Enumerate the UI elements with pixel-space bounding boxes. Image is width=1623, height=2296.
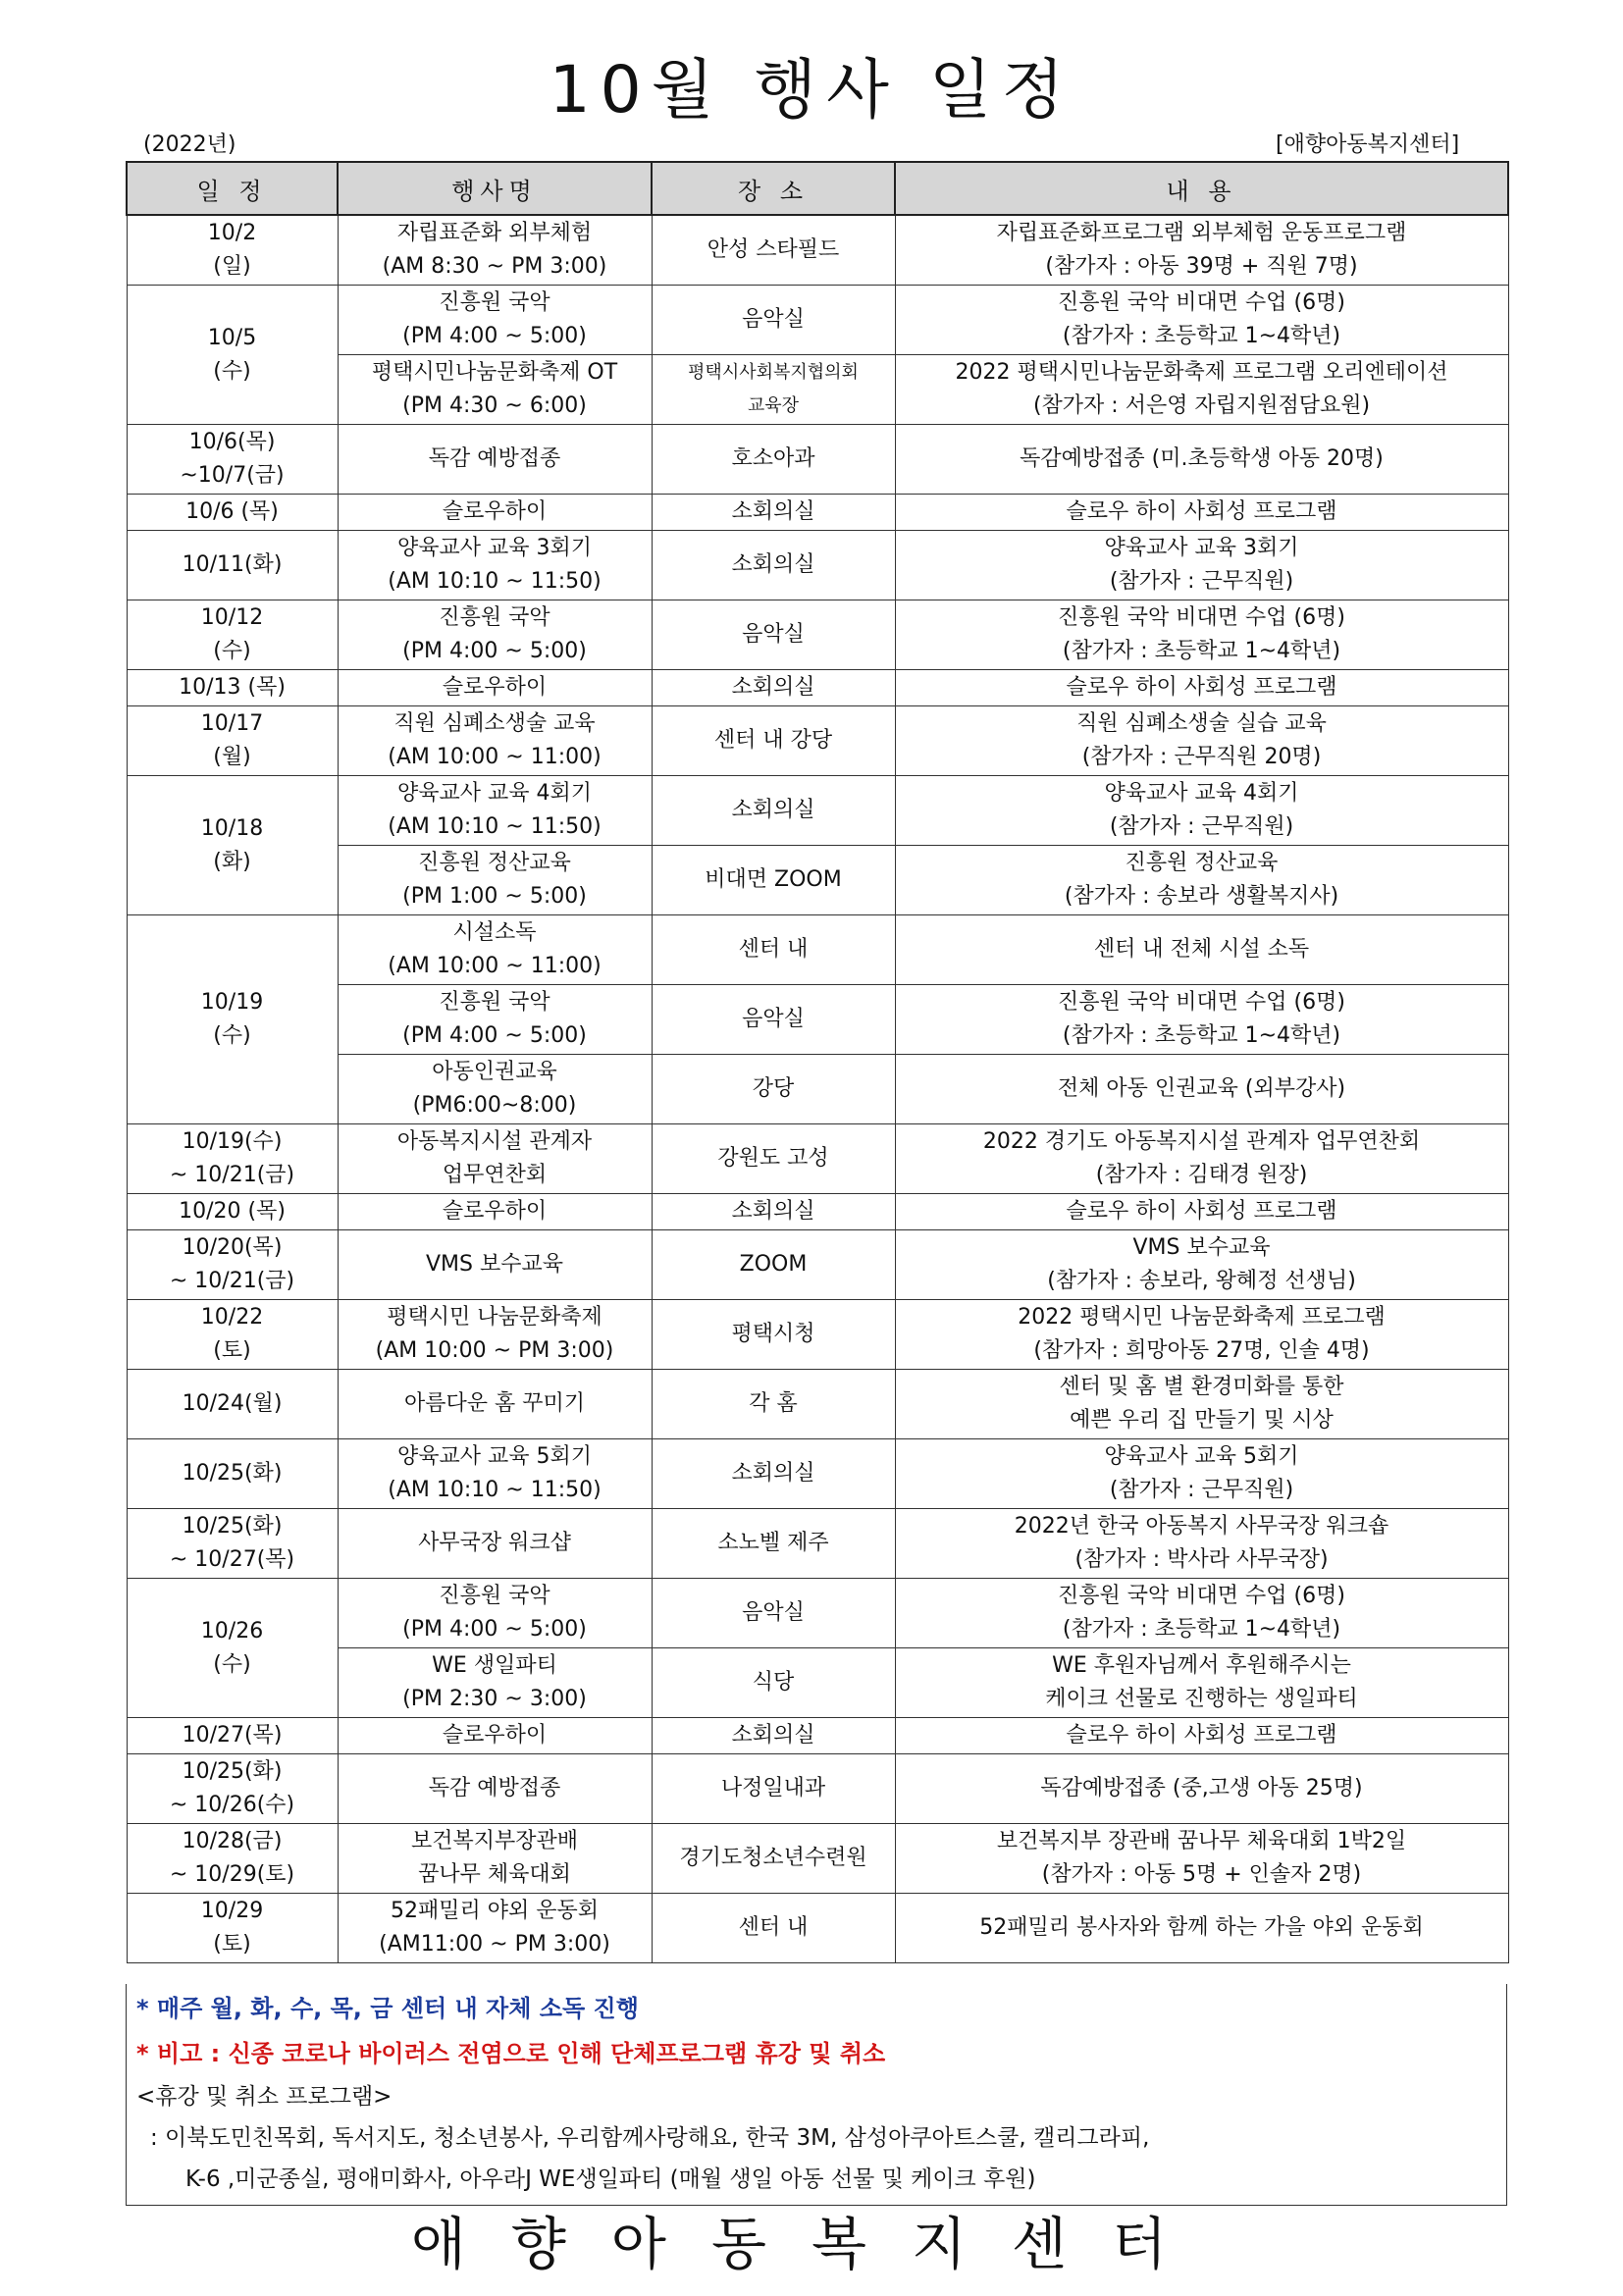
event-cell: 양육교사 교육 5회기 (AM 10:10 ~ 11:50) xyxy=(338,1439,652,1509)
content-cell: 직원 심폐소생술 실습 교육 (참가자 : 근무직원 20명) xyxy=(895,706,1508,776)
event-cell: 진흥원 정산교육 (PM 1:00 ~ 5:00) xyxy=(338,846,652,915)
event-cell: 시설소독 (AM 10:00 ~ 11:00) xyxy=(338,915,652,985)
table-row xyxy=(127,776,1508,846)
table-row xyxy=(127,1300,1508,1370)
table-header-row xyxy=(127,162,1508,215)
event-cell: 52패밀리 야외 운동회 (AM11:00 ~ PM 3:00) xyxy=(338,1894,652,1963)
table-row xyxy=(127,1370,1508,1439)
event-cell: WE 생일파티 (PM 2:30 ~ 3:00) xyxy=(338,1648,652,1718)
closed-programs-title: <휴강 및 취소 프로그램> xyxy=(136,2084,393,2110)
place-cell: 소회의실 xyxy=(652,1194,895,1230)
place-cell: 소회의실 xyxy=(652,495,895,531)
header-place: 장 소 xyxy=(652,162,895,215)
place-cell: 호소아과 xyxy=(652,425,895,495)
table-row xyxy=(127,1754,1508,1824)
content-cell: 자립표준화프로그램 외부체험 운동프로그램 (참가자 : 아동 39명 + 직원 7명) xyxy=(895,215,1508,286)
place-cell: 음악실 xyxy=(652,1579,895,1648)
date-cell: 10/25(화) xyxy=(127,1439,338,1509)
header-event: 행사명 xyxy=(338,162,652,215)
event-cell: 슬로우하이 xyxy=(338,1194,652,1230)
event-cell: 양육교사 교육 3회기 (AM 10:10 ~ 11:50) xyxy=(338,531,652,600)
table-row xyxy=(127,1509,1508,1579)
content-cell: 양육교사 교육 5회기 (참가자 : 근무직원) xyxy=(895,1439,1508,1509)
content-cell: 독감예방접종 (미.초등학생 아동 20명) xyxy=(895,425,1508,495)
event-cell: 슬로우하이 xyxy=(338,1718,652,1754)
event-cell: 아동복지시설 관계자 업무연찬회 xyxy=(338,1124,652,1194)
place-cell: 소회의실 xyxy=(652,776,895,846)
content-cell: 전체 아동 인권교육 (외부강사) xyxy=(895,1055,1508,1124)
place-cell: 센터 내 xyxy=(652,915,895,985)
table-row xyxy=(127,706,1508,776)
place-cell: 소회의실 xyxy=(652,670,895,706)
content-cell: 센터 및 홈 별 환경미화를 통한 예쁜 우리 집 만들기 및 시상 xyxy=(895,1370,1508,1439)
date-cell: 10/13 (목) xyxy=(127,670,338,706)
table-row xyxy=(127,1230,1508,1300)
header-date: 일 정 xyxy=(127,162,338,215)
event-cell: 평택시민 나눔문화축제 (AM 10:00 ~ PM 3:00) xyxy=(338,1300,652,1370)
content-cell: 진흥원 국악 비대면 수업 (6명) (참가자 : 초등학교 1~4학년) xyxy=(895,1579,1508,1648)
content-cell: 슬로우 하이 사회성 프로그램 xyxy=(895,670,1508,706)
content-cell: WE 후원자님께서 후원해주시는 케이크 선물로 진행하는 생일파티 xyxy=(895,1648,1508,1718)
date-cell: 10/6 (목) xyxy=(127,495,338,531)
content-cell: 슬로우 하이 사회성 프로그램 xyxy=(895,1194,1508,1230)
event-cell: 진흥원 국악 (PM 4:00 ~ 5:00) xyxy=(338,600,652,670)
event-cell: 자립표준화 외부체험 (AM 8:30 ~ PM 3:00) xyxy=(338,215,652,286)
remark-note: * 비고 : 신종 코로나 바이러스 전염으로 인해 단체프로그램 휴강 및 취소 xyxy=(136,2040,886,2067)
table-row xyxy=(127,1894,1508,1963)
place-cell: 소노벨 제주 xyxy=(652,1509,895,1579)
year-label: (2022년) xyxy=(143,132,236,157)
date-cell: 10/22 (토) xyxy=(127,1300,338,1370)
organization-label: [애향아동복지센터] xyxy=(1276,132,1460,157)
table-row xyxy=(127,286,1508,355)
date-cell: 10/25(화) ~ 10/26(수) xyxy=(127,1754,338,1824)
date-cell: 10/20(목) ~ 10/21(금) xyxy=(127,1230,338,1300)
place-cell: 음악실 xyxy=(652,985,895,1055)
place-cell: 각 홈 xyxy=(652,1370,895,1439)
date-cell: 10/27(목) xyxy=(127,1718,338,1754)
event-cell: 독감 예방접종 xyxy=(338,1754,652,1824)
table-row xyxy=(127,1194,1508,1230)
date-cell: 10/20 (목) xyxy=(127,1194,338,1230)
header-content: 내 용 xyxy=(895,162,1508,215)
table-row xyxy=(127,1124,1508,1194)
event-cell: 슬로우하이 xyxy=(338,670,652,706)
footer-org-name: 애향아동복지센터 xyxy=(410,2211,1213,2277)
event-cell: VMS 보수교육 xyxy=(338,1230,652,1300)
content-cell: 슬로우 하이 사회성 프로그램 xyxy=(895,1718,1508,1754)
place-cell: ZOOM xyxy=(652,1230,895,1300)
content-cell: 독감예방접종 (중,고생 아동 25명) xyxy=(895,1754,1508,1824)
content-cell: 2022 평택시민나눔문화축제 프로그램 오리엔테이션 (참가자 : 서은영 자립지원점담요원) xyxy=(895,355,1508,425)
disinfection-note: * 매주 월, 화, 수, 목, 금 센터 내 자체 소독 진행 xyxy=(136,1995,639,2022)
place-cell: 센터 내 강당 xyxy=(652,706,895,776)
date-cell: 10/19 (수) xyxy=(127,915,338,1124)
closed-programs-list: : 이북도민친목회, 독서지도, 청소년봉사, 우리함께사랑해요, 한국 3M, 삼성아쿠아트스쿨, 캘리그라피, xyxy=(150,2125,1150,2151)
event-cell: 진흥원 국악 (PM 4:00 ~ 5:00) xyxy=(338,1579,652,1648)
table-row xyxy=(127,600,1508,670)
place-cell: 소회의실 xyxy=(652,531,895,600)
schedule-table xyxy=(126,161,1509,1963)
notes-box xyxy=(126,1984,1507,2206)
content-cell: 진흥원 정산교육 (참가자 : 송보라 생활복지사) xyxy=(895,846,1508,915)
event-cell: 양육교사 교육 4회기 (AM 10:10 ~ 11:50) xyxy=(338,776,652,846)
content-cell: 진흥원 국악 비대면 수업 (6명) (참가자 : 초등학교 1~4학년) xyxy=(895,600,1508,670)
page-title: 10월 행사 일정 xyxy=(549,52,1074,128)
place-cell: 비대면 ZOOM xyxy=(652,846,895,915)
place-cell: 평택시사회복지협의회 교육장 xyxy=(652,355,895,425)
table-row xyxy=(127,1718,1508,1754)
date-cell: 10/11(화) xyxy=(127,531,338,600)
content-cell: 2022년 한국 아동복지 사무국장 워크숍 (참가자 : 박사라 사무국장) xyxy=(895,1509,1508,1579)
content-cell: 진흥원 국악 비대면 수업 (6명) (참가자 : 초등학교 1~4학년) xyxy=(895,286,1508,355)
place-cell: 식당 xyxy=(652,1648,895,1718)
event-cell: 슬로우하이 xyxy=(338,495,652,531)
table-row xyxy=(127,495,1508,531)
event-cell: 사무국장 워크샵 xyxy=(338,1509,652,1579)
content-cell: 보건복지부 장관배 꿈나무 체육대회 1박2일 (참가자 : 아동 5명 + 인솔자 2명) xyxy=(895,1824,1508,1894)
event-cell: 보건복지부장관배 꿈나무 체육대회 xyxy=(338,1824,652,1894)
table-row xyxy=(127,1824,1508,1894)
date-cell: 10/18 (화) xyxy=(127,776,338,915)
content-cell: 2022 경기도 아동복지시설 관계자 업무연찬회 (참가자 : 김태경 원장) xyxy=(895,1124,1508,1194)
place-cell: 나정일내과 xyxy=(652,1754,895,1824)
content-cell: 센터 내 전체 시설 소독 xyxy=(895,915,1508,985)
event-cell: 독감 예방접종 xyxy=(338,425,652,495)
place-cell: 강당 xyxy=(652,1055,895,1124)
date-cell: 10/6(목) ~10/7(금) xyxy=(127,425,338,495)
event-cell: 진흥원 국악 (PM 4:00 ~ 5:00) xyxy=(338,286,652,355)
place-cell: 경기도청소년수련원 xyxy=(652,1824,895,1894)
date-cell: 10/5 (수) xyxy=(127,286,338,425)
place-cell: 강원도 고성 xyxy=(652,1124,895,1194)
date-cell: 10/2 (일) xyxy=(127,215,338,286)
content-cell: 양육교사 교육 3회기 (참가자 : 근무직원) xyxy=(895,531,1508,600)
place-cell: 소회의실 xyxy=(652,1718,895,1754)
date-cell: 10/24(월) xyxy=(127,1370,338,1439)
table-row xyxy=(127,531,1508,600)
table-row xyxy=(127,215,1508,286)
table-row xyxy=(127,1439,1508,1509)
content-cell: 양육교사 교육 4회기 (참가자 : 근무직원) xyxy=(895,776,1508,846)
event-cell: 아름다운 홈 꾸미기 xyxy=(338,1370,652,1439)
date-cell: 10/19(수) ~ 10/21(금) xyxy=(127,1124,338,1194)
date-cell: 10/12 (수) xyxy=(127,600,338,670)
place-cell: 음악실 xyxy=(652,286,895,355)
event-cell: 진흥원 국악 (PM 4:00 ~ 5:00) xyxy=(338,985,652,1055)
content-cell: 진흥원 국악 비대면 수업 (6명) (참가자 : 초등학교 1~4학년) xyxy=(895,985,1508,1055)
content-cell: 52패밀리 봉사자와 함께 하는 가을 야외 운동회 xyxy=(895,1894,1508,1963)
table-row xyxy=(127,670,1508,706)
date-cell: 10/17 (월) xyxy=(127,706,338,776)
table-row xyxy=(127,915,1508,985)
table-row xyxy=(127,1579,1508,1648)
content-cell: 슬로우 하이 사회성 프로그램 xyxy=(895,495,1508,531)
place-cell: 음악실 xyxy=(652,600,895,670)
table-row xyxy=(127,425,1508,495)
content-cell: VMS 보수교육 (참가자 : 송보라, 왕혜정 선생님) xyxy=(895,1230,1508,1300)
date-cell: 10/29 (토) xyxy=(127,1894,338,1963)
event-cell: 아동인권교육 (PM6:00~8:00) xyxy=(338,1055,652,1124)
date-cell: 10/26 (수) xyxy=(127,1579,338,1718)
date-cell: 10/28(금) ~ 10/29(토) xyxy=(127,1824,338,1894)
content-cell: 2022 평택시민 나눔문화축제 프로그램 (참가자 : 희망아동 27명, 인솔 4명) xyxy=(895,1300,1508,1370)
event-cell: 직원 심폐소생술 교육 (AM 10:00 ~ 11:00) xyxy=(338,706,652,776)
place-cell: 소회의실 xyxy=(652,1439,895,1509)
place-cell: 평택시청 xyxy=(652,1300,895,1370)
event-cell: 평택시민나눔문화축제 OT (PM 4:30 ~ 6:00) xyxy=(338,355,652,425)
place-cell: 센터 내 xyxy=(652,1894,895,1963)
place-cell: 안성 스타필드 xyxy=(652,215,895,286)
closed-programs-list-cont: K-6 ,미군종실, 평애미화사, 아우라J WE생일파티 (매월 생일 아동 선물 및 케이크 후원) xyxy=(185,2166,1036,2192)
date-cell: 10/25(화) ~ 10/27(목) xyxy=(127,1509,338,1579)
